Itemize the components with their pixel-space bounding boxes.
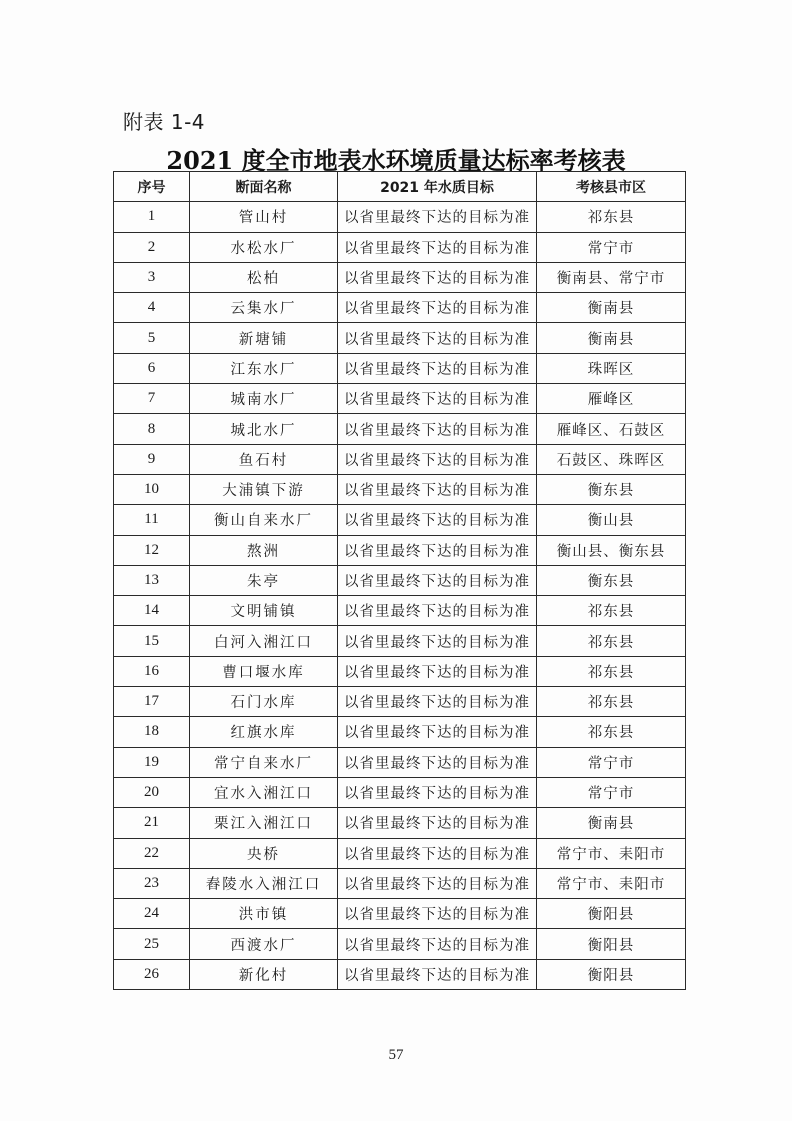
page-number: 57 [388,1047,404,1063]
cell-assessed-county: 雁峰区 [537,384,686,414]
cell-water-quality-target: 以省里最终下达的目标为准 [338,323,537,353]
cell-assessed-county: 衡阳县 [537,899,686,929]
header-section-name: 断面名称 [190,172,338,202]
table-row [114,929,686,959]
table-row [114,808,686,838]
cell-assessed-county: 祁东县 [537,202,686,232]
cell-serial-number: 13 [114,565,190,595]
cell-water-quality-target: 以省里最终下达的目标为准 [338,868,537,898]
cell-assessed-county: 衡南县 [537,808,686,838]
cell-water-quality-target: 以省里最终下达的目标为准 [338,353,537,383]
cell-water-quality-target: 以省里最终下达的目标为准 [338,444,537,474]
cell-serial-number: 20 [114,777,190,807]
cell-assessed-county: 祁东县 [537,717,686,747]
cell-section-name: 西渡水厂 [190,929,338,959]
cell-section-name: 红旗水库 [190,717,338,747]
cell-serial-number: 22 [114,838,190,868]
cell-serial-number: 19 [114,747,190,777]
table-row [114,384,686,414]
cell-assessed-county: 珠晖区 [537,353,686,383]
table-row [114,505,686,535]
cell-serial-number: 25 [114,929,190,959]
table-row [114,656,686,686]
table-row [114,899,686,929]
table-row [114,474,686,504]
cell-assessed-county: 常宁市 [537,777,686,807]
cell-assessed-county: 衡东县 [537,474,686,504]
table-row [114,717,686,747]
cell-water-quality-target: 以省里最终下达的目标为准 [338,232,537,262]
cell-section-name: 文明铺镇 [190,596,338,626]
cell-section-name: 舂陵水入湘江口 [190,868,338,898]
cell-assessed-county: 祁东县 [537,596,686,626]
cell-section-name: 衡山自来水厂 [190,505,338,535]
table-header [114,172,686,202]
cell-serial-number: 6 [114,353,190,383]
cell-section-name: 央桥 [190,838,338,868]
table-row [114,626,686,656]
cell-section-name: 江东水厂 [190,353,338,383]
cell-section-name: 朱亭 [190,565,338,595]
cell-water-quality-target: 以省里最终下达的目标为准 [338,747,537,777]
cell-serial-number: 17 [114,687,190,717]
cell-section-name: 松柏 [190,262,338,292]
cell-assessed-county: 祁东县 [537,656,686,686]
cell-section-name: 曹口堰水库 [190,656,338,686]
cell-water-quality-target: 以省里最终下达的目标为准 [338,384,537,414]
cell-water-quality-target: 以省里最终下达的目标为准 [338,929,537,959]
cell-section-name: 城北水厂 [190,414,338,444]
cell-water-quality-target: 以省里最终下达的目标为准 [338,262,537,292]
cell-water-quality-target: 以省里最终下达的目标为准 [338,777,537,807]
table-body [114,202,686,990]
assessment-table [113,171,686,990]
table-row [114,353,686,383]
cell-serial-number: 16 [114,656,190,686]
cell-serial-number: 11 [114,505,190,535]
table-row [114,777,686,807]
table-row [114,959,686,989]
cell-water-quality-target: 以省里最终下达的目标为准 [338,202,537,232]
table-row [114,565,686,595]
cell-assessed-county: 衡南县 [537,293,686,323]
cell-assessed-county: 常宁市、耒阳市 [537,868,686,898]
cell-serial-number: 1 [114,202,190,232]
cell-serial-number: 15 [114,626,190,656]
table-row [114,444,686,474]
header-serial-number: 序号 [114,172,190,202]
cell-serial-number: 18 [114,717,190,747]
cell-section-name: 管山村 [190,202,338,232]
cell-serial-number: 5 [114,323,190,353]
cell-assessed-county: 常宁市、耒阳市 [537,838,686,868]
table-row [114,535,686,565]
cell-assessed-county: 祁东县 [537,626,686,656]
cell-assessed-county: 石鼓区、珠晖区 [537,444,686,474]
cell-water-quality-target: 以省里最终下达的目标为准 [338,626,537,656]
cell-serial-number: 9 [114,444,190,474]
table-row [114,687,686,717]
appendix-label: 附表 1-4 [123,110,206,134]
table-row [114,202,686,232]
cell-water-quality-target: 以省里最终下达的目标为准 [338,808,537,838]
cell-serial-number: 10 [114,474,190,504]
cell-serial-number: 3 [114,262,190,292]
cell-water-quality-target: 以省里最终下达的目标为准 [338,414,537,444]
cell-section-name: 洪市镇 [190,899,338,929]
table-row [114,293,686,323]
cell-section-name: 大浦镇下游 [190,474,338,504]
header-water-quality-target: 2021 年水质目标 [338,172,537,202]
cell-assessed-county: 衡山县 [537,505,686,535]
cell-serial-number: 21 [114,808,190,838]
cell-serial-number: 26 [114,959,190,989]
cell-section-name: 城南水厂 [190,384,338,414]
cell-assessed-county: 衡南县 [537,323,686,353]
table-row [114,747,686,777]
cell-section-name: 栗江入湘江口 [190,808,338,838]
cell-section-name: 常宁自来水厂 [190,747,338,777]
cell-assessed-county: 衡山县、衡东县 [537,535,686,565]
cell-water-quality-target: 以省里最终下达的目标为准 [338,505,537,535]
cell-section-name: 白河入湘江口 [190,626,338,656]
table-row [114,232,686,262]
cell-assessed-county: 衡阳县 [537,929,686,959]
cell-serial-number: 24 [114,899,190,929]
table-row [114,868,686,898]
cell-water-quality-target: 以省里最终下达的目标为准 [338,656,537,686]
table-row [114,323,686,353]
cell-section-name: 新化村 [190,959,338,989]
cell-section-name: 熬洲 [190,535,338,565]
cell-section-name: 云集水厂 [190,293,338,323]
cell-serial-number: 12 [114,535,190,565]
cell-assessed-county: 常宁市 [537,232,686,262]
cell-water-quality-target: 以省里最终下达的目标为准 [338,565,537,595]
cell-assessed-county: 雁峰区、石鼓区 [537,414,686,444]
header-assessed-county: 考核县市区 [537,172,686,202]
cell-section-name: 鱼石村 [190,444,338,474]
cell-water-quality-target: 以省里最终下达的目标为准 [338,899,537,929]
cell-section-name: 水松水厂 [190,232,338,262]
table-row [114,838,686,868]
table-row [114,414,686,444]
cell-assessed-county: 常宁市 [537,747,686,777]
cell-serial-number: 8 [114,414,190,444]
cell-water-quality-target: 以省里最终下达的目标为准 [338,687,537,717]
cell-section-name: 宜水入湘江口 [190,777,338,807]
cell-assessed-county: 衡阳县 [537,959,686,989]
cell-section-name: 新塘铺 [190,323,338,353]
cell-water-quality-target: 以省里最终下达的目标为准 [338,838,537,868]
cell-section-name: 石门水库 [190,687,338,717]
cell-water-quality-target: 以省里最终下达的目标为准 [338,596,537,626]
cell-serial-number: 2 [114,232,190,262]
table-row [114,596,686,626]
cell-assessed-county: 衡东县 [537,565,686,595]
cell-water-quality-target: 以省里最终下达的目标为准 [338,293,537,323]
cell-water-quality-target: 以省里最终下达的目标为准 [338,959,537,989]
header-row [114,172,686,202]
cell-serial-number: 14 [114,596,190,626]
cell-serial-number: 4 [114,293,190,323]
cell-water-quality-target: 以省里最终下达的目标为准 [338,717,537,747]
cell-assessed-county: 祁东县 [537,687,686,717]
cell-water-quality-target: 以省里最终下达的目标为准 [338,474,537,504]
table-row [114,262,686,292]
cell-assessed-county: 衡南县、常宁市 [537,262,686,292]
cell-water-quality-target: 以省里最终下达的目标为准 [338,535,537,565]
cell-serial-number: 7 [114,384,190,414]
cell-serial-number: 23 [114,868,190,898]
document-title: 2021 度全市地表水环境质量达标率考核表 [166,146,626,175]
